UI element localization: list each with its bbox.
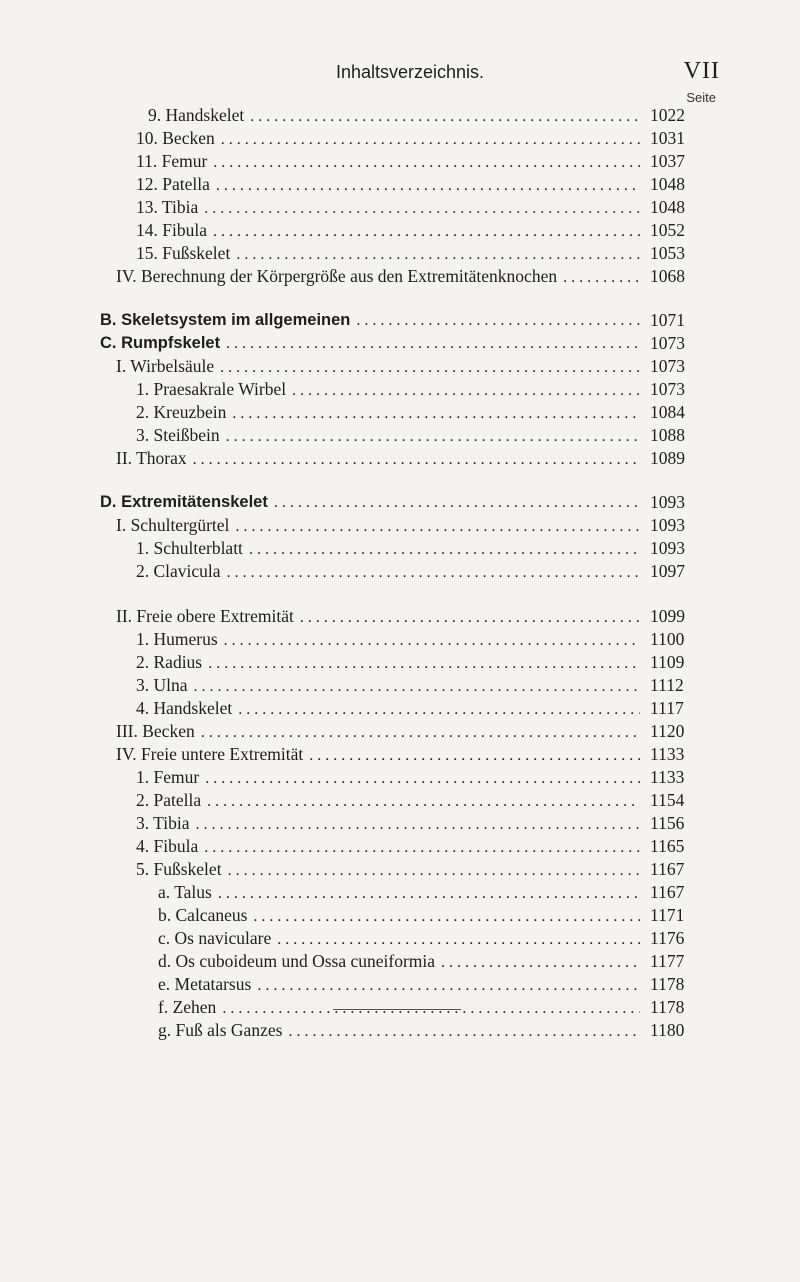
toc-entry-page: 1165 (650, 836, 685, 856)
toc-entry-label: b. Calcaneus (158, 905, 248, 925)
toc-entry-label: 1. Praesakrale Wirbel (136, 379, 287, 399)
toc-entry-page: 1048 (650, 174, 685, 194)
toc-entry-line (136, 835, 642, 859)
toc-entry-page: 1099 (650, 606, 685, 626)
toc-entry (0, 766, 800, 788)
toc-entry-label: IV. Freie untere Extremität (116, 744, 304, 764)
toc-entry-label: III. Becken (116, 721, 195, 741)
toc-entry-label: 2. Radius (136, 652, 203, 672)
toc-entry-label: I. Wirbelsäule (116, 356, 215, 376)
toc-entry (0, 196, 800, 218)
dot-leader (277, 929, 640, 951)
toc-entry (0, 447, 800, 469)
toc-entry-label: 15. Fußskelet (136, 243, 231, 263)
toc-entry-line (116, 743, 642, 767)
header-page-number: VII (683, 58, 720, 84)
dot-leader (218, 883, 640, 905)
dot-leader (236, 244, 640, 266)
dot-leader (309, 745, 640, 767)
toc-entry (0, 674, 800, 696)
toc-entry-line (136, 196, 642, 220)
dot-leader (238, 699, 640, 721)
toc-entry-label: 3. Steißbein (136, 425, 220, 445)
toc-entry (0, 697, 800, 719)
dot-leader (224, 630, 640, 652)
toc-entry-line (136, 424, 642, 448)
toc-entry-label: 2. Patella (136, 790, 202, 810)
toc-entry-page: 1068 (650, 266, 685, 286)
toc-entry-page: 1093 (650, 538, 685, 558)
toc-entry (0, 605, 800, 627)
toc-entry-label: 4. Handskelet (136, 698, 233, 718)
toc-entry-label: C. Rumpfskelet (100, 334, 221, 352)
toc-entry-line (158, 904, 642, 928)
dot-leader (288, 1021, 640, 1043)
toc-entry-page: 1133 (650, 767, 685, 787)
toc-entry-page: 1109 (650, 652, 685, 672)
toc-entry-line (136, 697, 642, 721)
toc-entry-line (136, 219, 642, 243)
bottom-rule (333, 1009, 461, 1010)
dot-leader (204, 837, 640, 859)
toc-entry-label: B. Skeletsystem im allgemeinen (100, 311, 351, 329)
toc-entry-label: e. Metatarsus (158, 974, 252, 994)
toc-entry-page: 1178 (650, 997, 685, 1017)
dot-leader (205, 768, 640, 790)
toc-entry-line (136, 242, 642, 266)
dot-leader (196, 814, 641, 836)
toc-entry-page: 1177 (650, 951, 685, 971)
dot-leader (300, 607, 640, 629)
toc-entry-label: 1. Femur (136, 767, 200, 787)
toc-entry-label: 2. Kreuzbein (136, 402, 227, 422)
toc-entry-line (116, 265, 642, 289)
toc-entry-page: 1073 (650, 333, 685, 353)
toc-entry-page: 1048 (650, 197, 685, 217)
toc-entry-page: 1093 (650, 492, 685, 512)
toc-entry (0, 560, 800, 582)
toc-entry-line (158, 950, 642, 974)
dot-leader (257, 975, 640, 997)
toc-entry-label: 3. Tibia (136, 813, 190, 833)
toc-entry-page: 1167 (650, 882, 685, 902)
toc-entry-label: a. Talus (158, 882, 212, 902)
dot-leader (213, 221, 640, 243)
dot-leader (220, 357, 640, 379)
toc-entry-page: 1133 (650, 744, 685, 764)
dot-leader (208, 653, 640, 675)
toc-entry (0, 127, 800, 149)
toc-entry (0, 332, 800, 354)
toc-entry (0, 950, 800, 972)
dot-leader (227, 562, 640, 584)
toc-entry-line (136, 150, 642, 174)
toc-entry-line (158, 996, 642, 1020)
dot-leader (228, 860, 640, 882)
dot-leader (226, 426, 640, 448)
toc-entry-label: 14. Fibula (136, 220, 207, 240)
toc-entry (0, 104, 800, 126)
toc-entry-line (136, 766, 642, 790)
toc-entry-line (136, 560, 642, 584)
toc-entry (0, 835, 800, 857)
toc-entry-line (158, 927, 642, 951)
toc-entry-page: 1022 (650, 105, 685, 125)
toc-entry-line (136, 651, 642, 675)
toc-entry-label: c. Os naviculare (158, 928, 272, 948)
toc-entry-page: 1176 (650, 928, 685, 948)
dot-leader (193, 449, 640, 471)
toc-entry-label: 1. Humerus (136, 629, 218, 649)
toc-entry (0, 904, 800, 926)
toc-entry-label: 4. Fibula (136, 836, 199, 856)
toc-entry-label: D. Extremitätenskelet (100, 493, 268, 511)
toc-entry-line (158, 1019, 642, 1043)
dot-leader (249, 539, 640, 561)
dot-leader (204, 198, 640, 220)
dot-leader (232, 403, 640, 425)
toc-entry (0, 720, 800, 742)
toc-entry-page: 1100 (650, 629, 685, 649)
toc-entry-page: 1037 (650, 151, 685, 171)
toc-entry-line (136, 858, 642, 882)
toc-entry-page: 1071 (650, 310, 685, 330)
toc-entry (0, 491, 800, 513)
toc-entry-line (116, 605, 642, 629)
toc-entry (0, 265, 800, 287)
dot-leader (207, 791, 640, 813)
toc-entry (0, 1019, 800, 1041)
toc-entry-page: 1052 (650, 220, 685, 240)
dot-leader (221, 129, 640, 151)
toc-entry (0, 812, 800, 834)
toc-entry-page: 1156 (650, 813, 685, 833)
toc-entry-page: 1180 (650, 1020, 685, 1040)
toc-entry (0, 973, 800, 995)
dot-leader (250, 106, 640, 128)
toc-entry-label: 12. Patella (136, 174, 210, 194)
toc-entry-line (136, 537, 642, 561)
toc-entry-label: 5. Fußskelet (136, 859, 222, 879)
toc-entry (0, 858, 800, 880)
toc-entry (0, 378, 800, 400)
toc-entry (0, 743, 800, 765)
toc-entry-page: 1178 (650, 974, 685, 994)
toc-entry-line (148, 104, 642, 128)
dot-leader (356, 310, 640, 332)
toc-entry (0, 651, 800, 673)
toc-entry-label: II. Thorax (116, 448, 187, 468)
toc-entry-label: g. Fuß als Ganzes (158, 1020, 283, 1040)
toc-entry-page: 1073 (650, 356, 685, 376)
toc-entry-label: 2. Clavicula (136, 561, 221, 581)
toc-entry-page: 1154 (650, 790, 685, 810)
toc-entry (0, 401, 800, 423)
toc-entry (0, 927, 800, 949)
toc-entry (0, 355, 800, 377)
toc-entry-label: 3. Ulna (136, 675, 188, 695)
dot-leader (201, 722, 640, 744)
toc-entry-line (136, 628, 642, 652)
toc-entry-line (136, 173, 642, 197)
toc-entry-page: 1089 (650, 448, 685, 468)
toc-entry-page: 1088 (650, 425, 685, 445)
toc-entry-page: 1073 (650, 379, 685, 399)
toc-entry-page: 1120 (650, 721, 685, 741)
toc-entry (0, 242, 800, 264)
toc-entry-label: 11. Femur (136, 151, 208, 171)
toc-entry-label: 13. Tibia (136, 197, 199, 217)
toc-entry-line (158, 881, 642, 905)
dot-leader (226, 333, 640, 355)
dot-leader (253, 906, 640, 928)
dot-leader (213, 152, 640, 174)
toc-entry (0, 628, 800, 650)
dot-leader (441, 952, 640, 974)
toc-entry-line (116, 514, 642, 538)
toc-entry-label: 10. Becken (136, 128, 215, 148)
toc-entry-page: 1084 (650, 402, 685, 422)
toc-entry-page: 1053 (650, 243, 685, 263)
toc-entry-line (158, 973, 642, 997)
toc-entry-label: 1. Schulterblatt (136, 538, 243, 558)
toc-entry-label: d. Os cuboideum und Ossa cuneiformia (158, 951, 436, 971)
toc-entry-line (136, 401, 642, 425)
toc-entry-page: 1097 (650, 561, 685, 581)
toc-entry-line (136, 674, 642, 698)
toc-entry-line (100, 332, 642, 355)
toc-entry (0, 219, 800, 241)
toc-entry (0, 881, 800, 903)
toc-entry-line (100, 309, 642, 332)
toc-entry-page: 1171 (650, 905, 685, 925)
toc-entry-line (136, 812, 642, 836)
page-column-label: Seite (686, 90, 716, 105)
dot-leader (216, 175, 640, 197)
dot-leader (563, 267, 640, 289)
toc-entry-line (116, 355, 642, 379)
toc-entry-page: 1167 (650, 859, 685, 879)
toc-entry (0, 537, 800, 559)
toc-entry-page: 1031 (650, 128, 685, 148)
toc-entry-page: 1117 (650, 698, 684, 718)
toc-entry (0, 309, 800, 331)
toc-entry (0, 789, 800, 811)
toc-entry-line (136, 127, 642, 151)
toc-entry (0, 173, 800, 195)
toc-entry-line (116, 720, 642, 744)
toc-entry-label: I. Schultergürtel (116, 515, 230, 535)
toc-entry-label: IV. Berechnung der Körpergröße aus den Extremitätenknochen (116, 266, 558, 286)
toc-entry-label: II. Freie obere Extremität (116, 606, 294, 626)
dot-leader (194, 676, 640, 698)
toc-entry-page: 1093 (650, 515, 685, 535)
header-title: Inhaltsverzeichnis. (335, 62, 485, 82)
dot-leader (292, 380, 640, 402)
toc-entry (0, 514, 800, 536)
toc-entry (0, 424, 800, 446)
toc-entry-line (116, 447, 642, 471)
toc-entry (0, 150, 800, 172)
toc-entry (0, 996, 800, 1018)
toc-entry-line (100, 491, 642, 514)
dot-leader (274, 492, 640, 514)
toc-entry-line (136, 378, 642, 402)
dot-leader (235, 516, 640, 538)
toc-entry-label: f. Zehen (158, 997, 217, 1017)
toc-entry-label: 9. Handskelet (148, 105, 245, 125)
page-header (100, 58, 720, 88)
toc-entry-line (136, 789, 642, 813)
toc-entry-page: 1112 (650, 675, 684, 695)
